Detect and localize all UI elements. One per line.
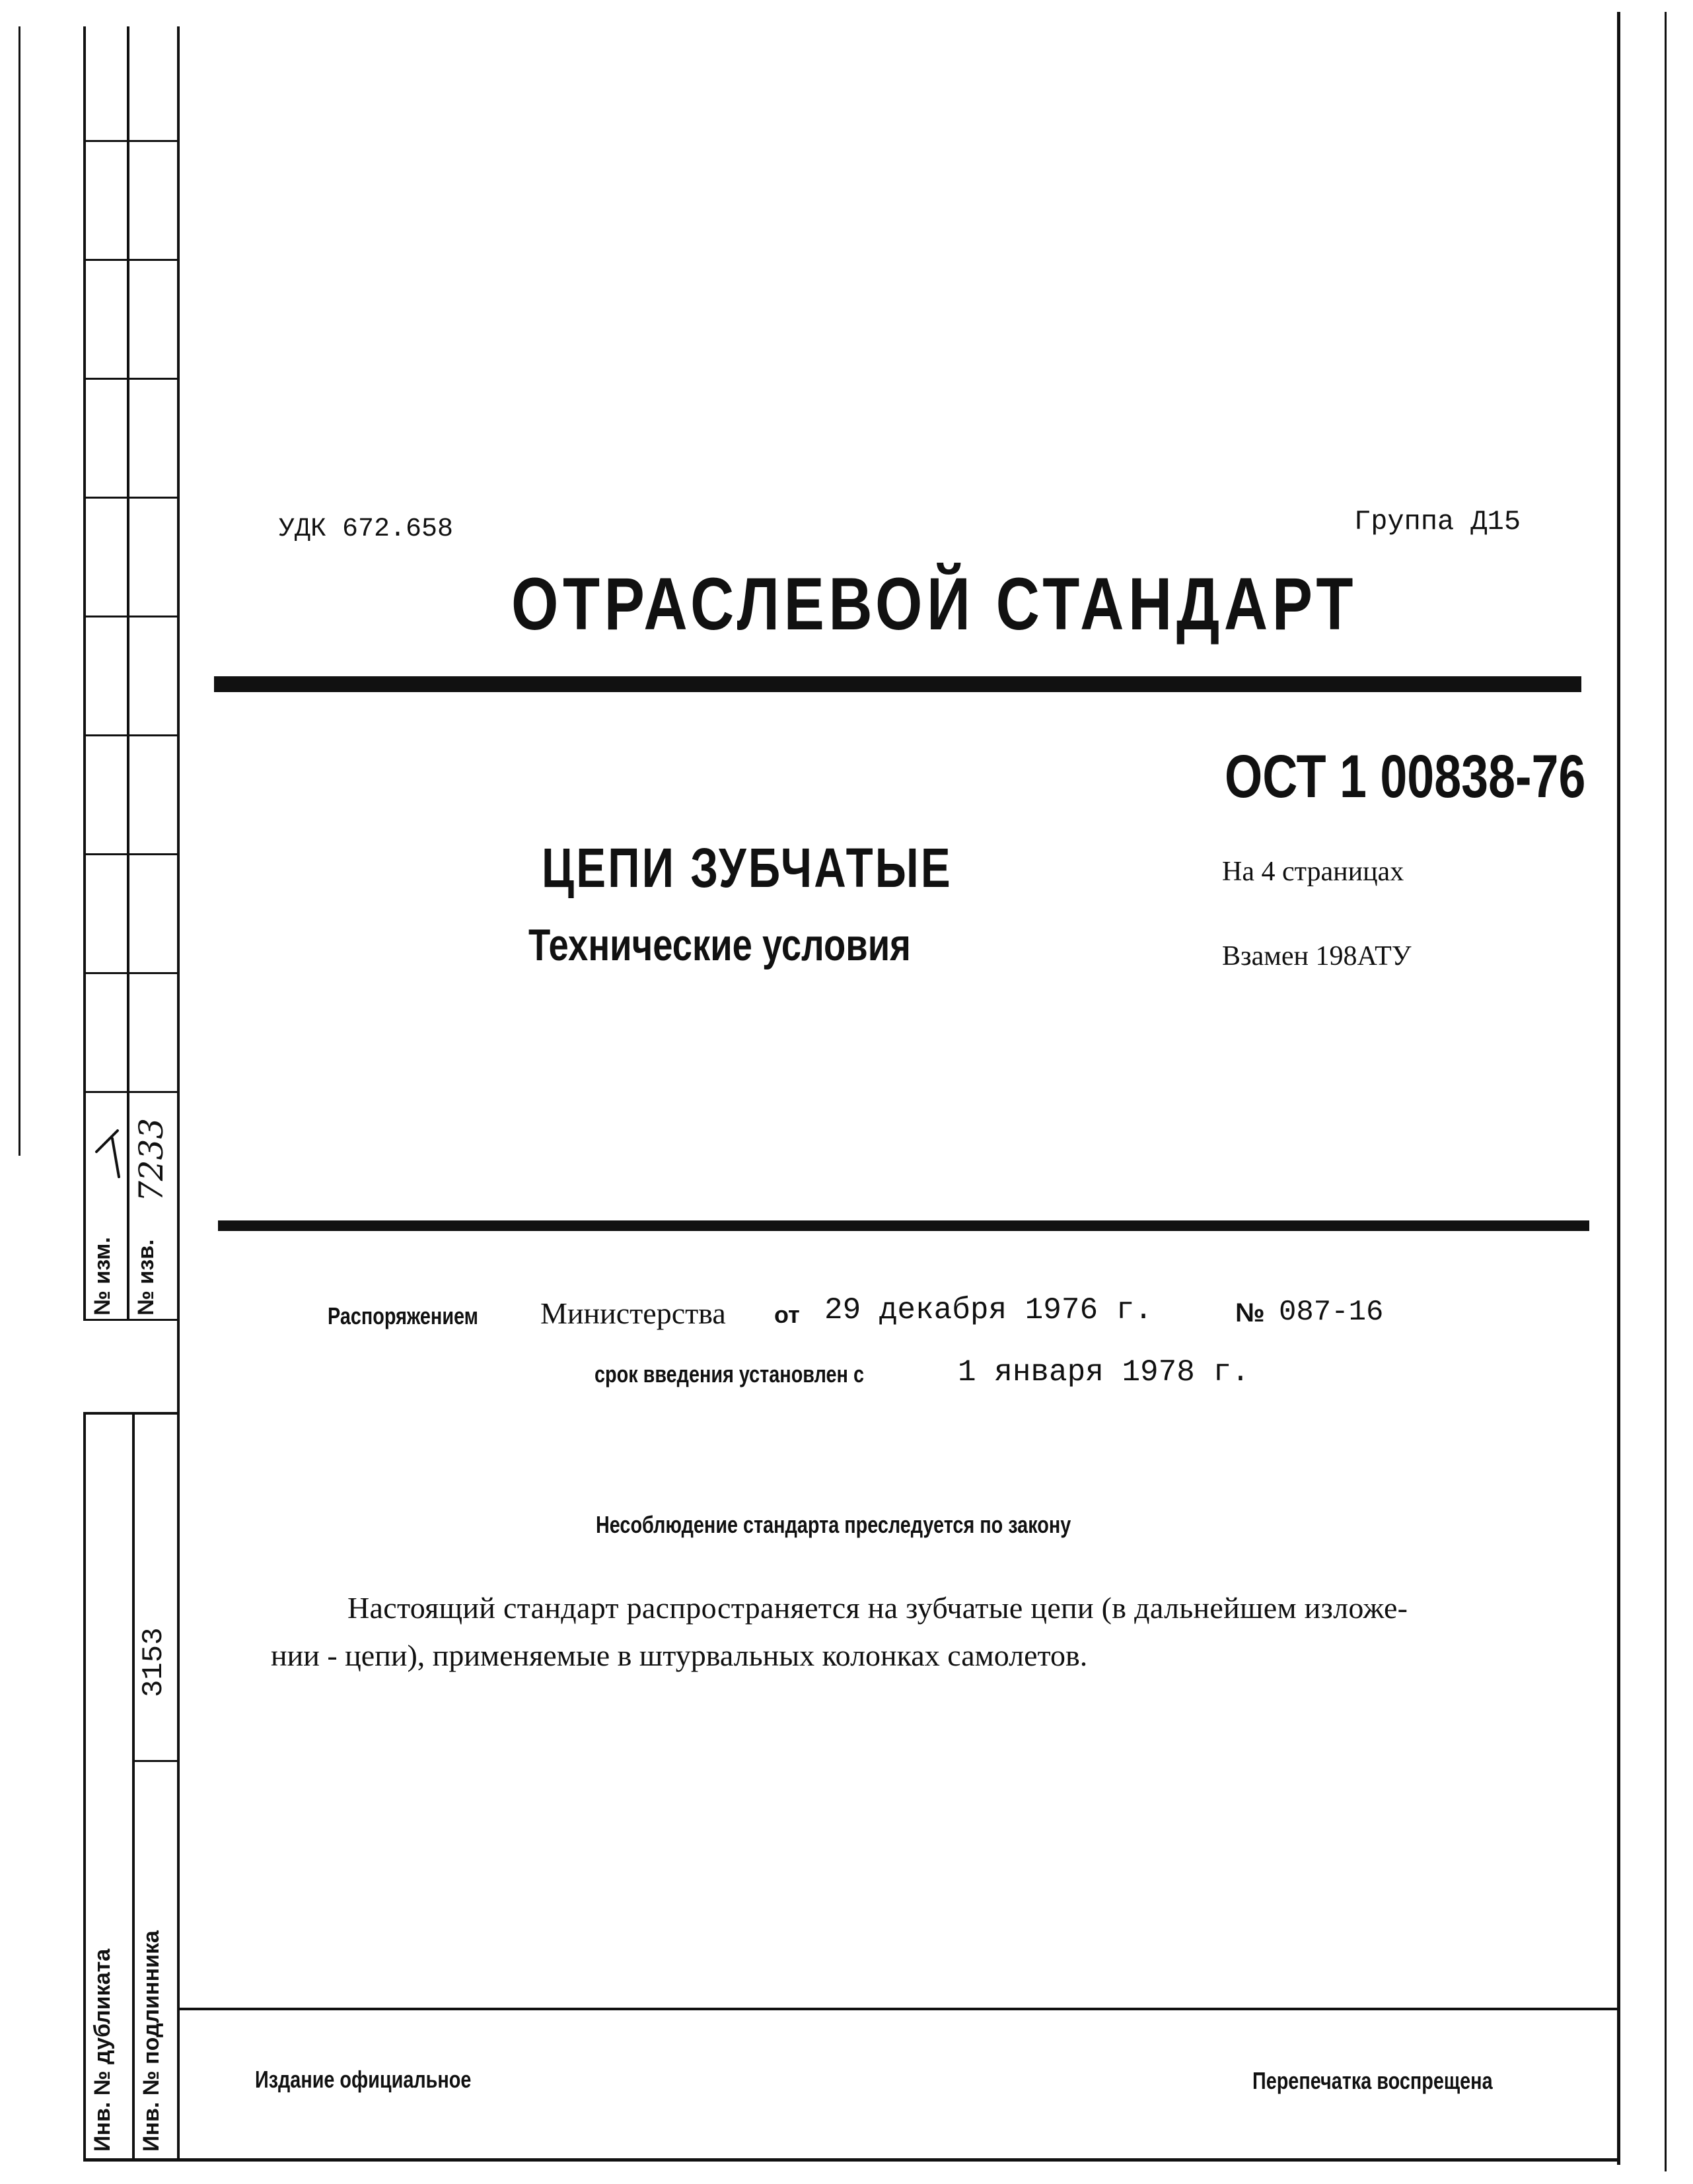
change-number-label: № изм. xyxy=(90,1237,115,1316)
sidebar-lower-col-1 xyxy=(83,1412,86,2162)
standard-subtitle: Технические условия xyxy=(528,920,911,970)
ministry-label: Министерства xyxy=(540,1296,726,1330)
order-number-label: № xyxy=(1235,1298,1265,1327)
standard-title: ЦЕПИ ЗУБЧАТЫЕ xyxy=(542,837,953,899)
original-inventory-label: Инв. № подлинника xyxy=(139,1930,164,2152)
udk-label: УДК 672.658 xyxy=(279,514,454,544)
footer-official-edition: Издание официальное xyxy=(255,2066,472,2093)
sidebar-lower-col-2 xyxy=(132,1412,135,2162)
original-inventory-value: 3153 xyxy=(137,1627,170,1697)
page-title: ОТРАСЛЕВОЙ СТАНДАРТ xyxy=(511,563,1358,645)
term-date: 1 января 1978 г. xyxy=(958,1355,1250,1390)
replaces-label: Взамен 198АТУ xyxy=(1222,941,1412,971)
sidebar-lower-divider xyxy=(132,1760,180,1762)
footer-divider xyxy=(177,2008,1620,2010)
order-date: 29 декабря 1976 г. xyxy=(824,1293,1153,1327)
standard-number: ОСТ 1 00838-76 xyxy=(1225,743,1586,810)
notice-number-label: № изв. xyxy=(133,1239,159,1316)
edge-mark-left xyxy=(18,26,20,1156)
change-number-value xyxy=(92,1123,126,1182)
legal-warning: Несоблюдение стандарта преследуется по закону xyxy=(596,1511,1071,1538)
edge-mark-right xyxy=(1665,12,1667,2171)
page-count: На 4 страницах xyxy=(1222,857,1404,887)
frame-bottom-border xyxy=(86,2158,1620,2162)
footer-reprint-prohibited: Перепечатка воспрещена xyxy=(1252,2067,1493,2094)
frame-right-border xyxy=(1617,12,1620,2165)
title-rule-thick xyxy=(214,676,1581,692)
sidebar-lower-top xyxy=(83,1412,180,1415)
term-label: срок введения установлен с xyxy=(594,1360,864,1388)
order-label: Распоряжением xyxy=(328,1302,478,1329)
group-label: Группа Д15 xyxy=(1354,506,1521,538)
body-paragraph-line-2: нии - цепи), применяемые в штурвальных колонках самолетов. xyxy=(271,1638,1088,1672)
section-rule xyxy=(218,1220,1589,1231)
order-number: 087-16 xyxy=(1279,1296,1384,1329)
duplicate-inventory-label: Инв. № дубликата xyxy=(90,1948,115,2152)
order-from-label: от xyxy=(774,1301,800,1328)
body-paragraph-line-1: Настоящий стандарт распространяется на зубчатые цепи (в дальнейшем изложе- xyxy=(347,1591,1408,1625)
